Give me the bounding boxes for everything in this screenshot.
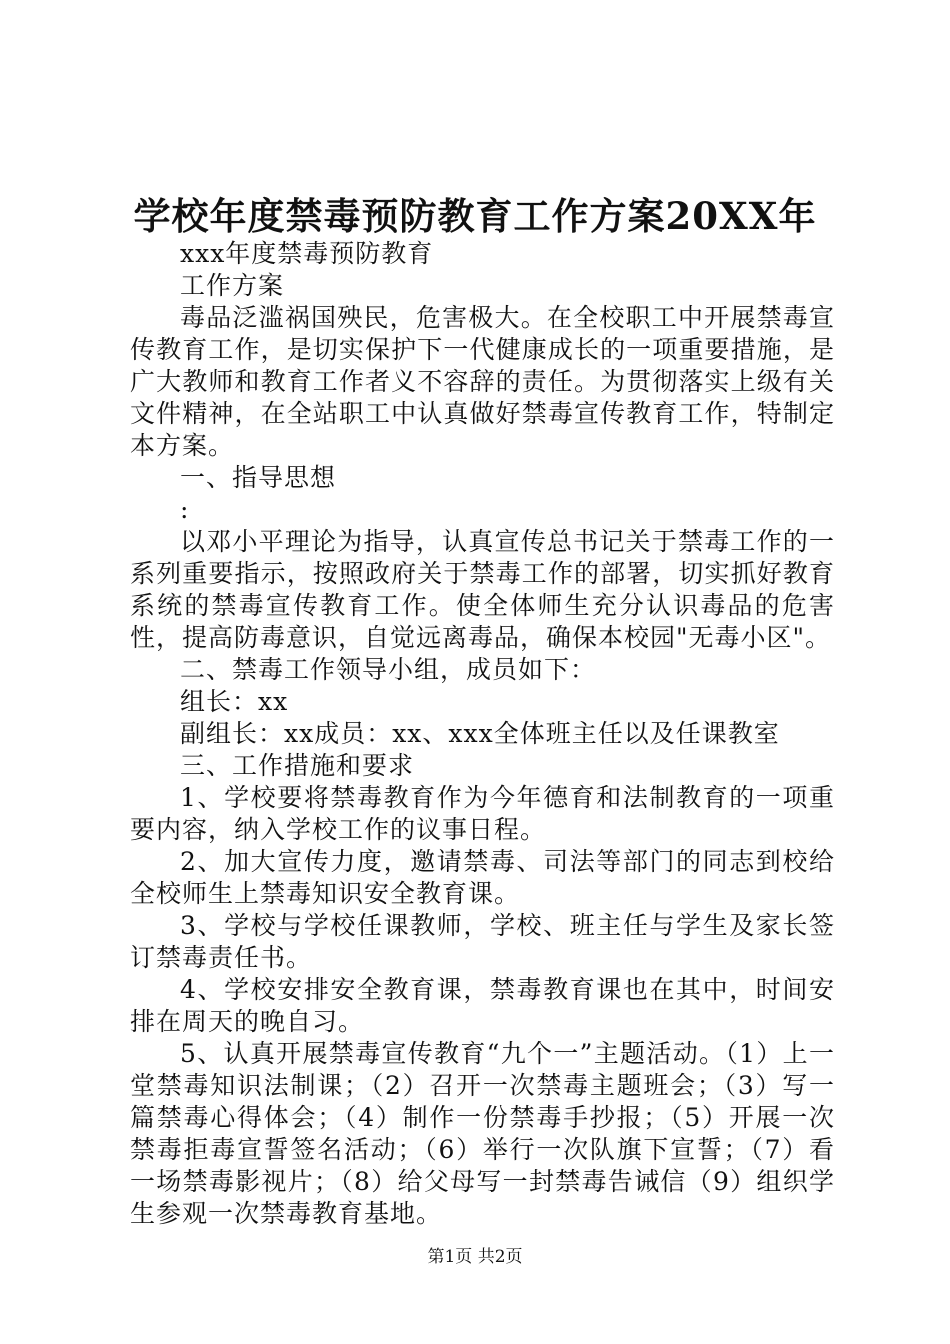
measure-item-5: 5、认真开展禁毒宣传教育“九个一”主题活动。（1）上一堂禁毒知识法制课；（2）召开一次禁毒主题班会；（3）写一篇禁毒心得体会；（4）制作一份禁毒手抄报；（5）开展一次禁毒拒毒宣誓签名活动；（6）举行一次队旗下宣誓；（7）看一场禁毒影视片；（8）给父母写一封禁毒告诫信（9）组织学生参观一次禁毒教育基地。 (130, 1039, 835, 1228)
subtitle-line-1: xxx年度禁毒预防教育 (180, 239, 434, 268)
deputy-leader-line: 副组长：xx成员：xx、xxx全体班主任以及任课教室 (180, 719, 780, 748)
section-heading-1: 一、指导思想 (180, 463, 337, 492)
document-body (130, 238, 835, 1230)
page-footer: 第1页 共2页 (427, 1247, 523, 1267)
document-title: 学校年度禁毒预防教育工作方案20XX年 (133, 194, 817, 238)
colon-line: : (180, 495, 190, 524)
measure-item-2: 2、加大宣传力度，邀请禁毒、司法等部门的同志到校给全校师生上禁毒知识安全教育课。 (130, 847, 835, 908)
measure-item-4: 4、学校安排安全教育课，禁毒教育课也在其中，时间安排在周天的晚自习。 (130, 975, 835, 1036)
section-heading-2: 二、禁毒工作领导小组，成员如下： (180, 655, 597, 684)
measure-item-3: 3、学校与学校任课教师，学校、班主任与学生及家长签订禁毒责任书。 (130, 911, 835, 972)
intro-paragraph: 毒品泛滥祸国殃民，危害极大。在全校职工中开展禁毒宣传教育工作，是切实保护下一代健康成长的一项重要措施，是广大教师和教育工作者义不容辞的责任。为贯彻落实上级有关文件精神，在全站职工中认真做好禁毒宣传教育工作，特制定本方案。 (130, 303, 835, 460)
leader-line: 组长：xx (180, 687, 289, 716)
subtitle-line-2: 工作方案 (180, 271, 285, 300)
section-heading-3: 三、工作措施和要求 (180, 751, 415, 780)
measure-item-1: 1、学校要将禁毒教育作为今年德育和法制教育的一项重要内容，纳入学校工作的议事日程。 (130, 783, 835, 844)
guiding-thought-paragraph: 以邓小平理论为指导，认真宣传总书记关于禁毒工作的一系列重要指示，按照政府关于禁毒工作的部署，切实抓好教育系统的禁毒宣传教育工作。使全体师生充分认识毒品的危害性，提高防毒意识，自觉远离毒品，确保本校园"无毒小区"。 (130, 527, 835, 652)
